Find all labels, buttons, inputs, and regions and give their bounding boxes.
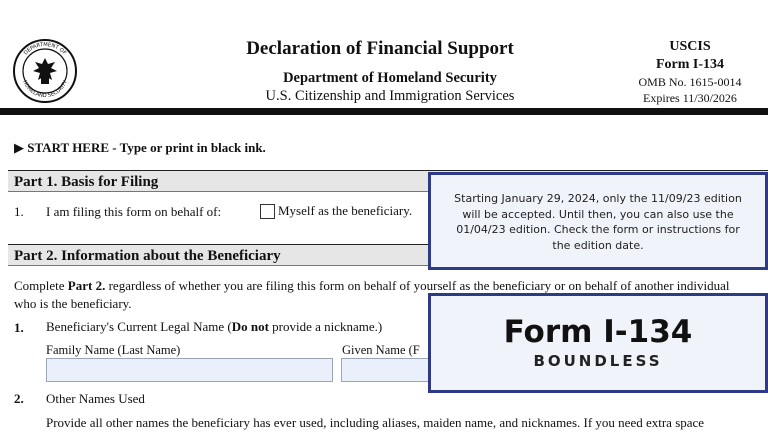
- given-name-input[interactable]: [341, 358, 441, 382]
- part2-q1-text: Beneficiary's Current Legal Name (Do not provide a nickname.): [46, 319, 383, 334]
- start-here-instruction: ▶ START HERE - Type or print in black ink.: [14, 140, 266, 155]
- svg-text:DEPARTMENT OF: DEPARTMENT OF: [22, 41, 68, 57]
- part2-q2-number: 2.: [14, 391, 24, 406]
- badge-form-title: Form I-134: [503, 314, 693, 350]
- department-name: Department of Homeland Security: [283, 70, 497, 86]
- family-name-input[interactable]: [46, 358, 333, 382]
- part2-heading: Part 2. Information about the Beneficiary: [8, 244, 768, 266]
- part2-q1-number: 1.: [14, 320, 24, 335]
- other-names-instruction: Provide all other names the beneficiary has ever used, including aliases, maiden name, and nicknames. If you need extra space: [46, 415, 705, 430]
- part2-intro: Complete Part 2. regardless of whether you are filing this form on behalf of yourself as the beneficiary or on behalf of another individual who is the beneficiary.: [14, 278, 730, 311]
- part2-q2-text: Other Names Used: [46, 391, 145, 406]
- dhs-seal-logo: [12, 38, 78, 104]
- org-code: USCIS: [669, 39, 711, 54]
- badge-brand-name: BOUNDLESS: [533, 352, 663, 370]
- svg-text:HOMELAND SECURITY: HOMELAND SECURITY: [21, 79, 69, 100]
- agency-name: U.S. Citizenship and Immigration Services: [265, 88, 515, 104]
- part1-q1-text: I am filing this form on behalf of:: [46, 204, 222, 219]
- boundless-form-badge: [428, 293, 768, 393]
- myself-beneficiary-checkbox[interactable]: [260, 204, 275, 219]
- given-name-label: Given Name (F: [342, 343, 420, 357]
- part1-q1-number: 1.: [14, 204, 24, 219]
- edition-notice-text: Starting January 29, 2024, only the 11/09/23 edition will be accepted. Until then, you can also use the 01/04/23 edition. Check the form or instructions for the edition date.: [454, 192, 742, 252]
- part1-heading: Part 1. Basis for Filing: [8, 170, 768, 192]
- header-divider: [0, 108, 768, 115]
- form-number: Form I-134: [655, 57, 725, 72]
- myself-beneficiary-label: Myself as the beneficiary.: [278, 203, 413, 218]
- omb-number: OMB No. 1615-0014: [638, 75, 742, 89]
- family-name-label: Family Name (Last Name): [46, 343, 181, 357]
- form-identifier-block: [620, 38, 760, 106]
- form-title: Declaration of Financial Support: [246, 38, 514, 59]
- edition-notice-box: [428, 172, 768, 270]
- expiration-date: Expires 11/30/2026: [643, 91, 737, 105]
